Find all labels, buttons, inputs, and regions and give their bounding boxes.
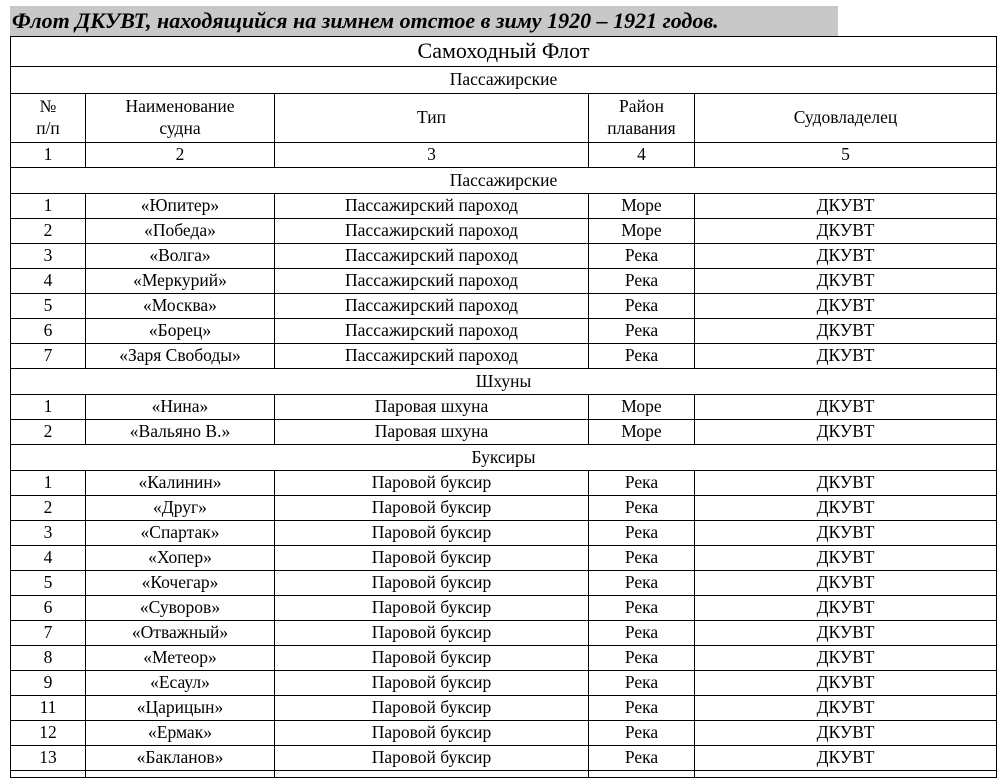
column-header-number: № п/п — [11, 94, 86, 143]
table-row — [11, 596, 997, 621]
cell-owner: ДКУВТ — [695, 696, 997, 721]
cell-number: 12 — [11, 721, 86, 746]
cell-owner: ДКУВТ — [695, 721, 997, 746]
cell-area: Река — [589, 621, 695, 646]
table-row — [11, 471, 997, 496]
table-caption-row — [11, 37, 997, 67]
group-header-row — [11, 67, 997, 94]
cell-owner: ДКУВТ — [695, 294, 997, 319]
cell-vessel-name: «Волга» — [86, 244, 275, 269]
cell-area: Река — [589, 496, 695, 521]
cell-type: Паровая шхуна — [275, 420, 589, 445]
column-header-row — [11, 94, 997, 143]
cell-vessel-name: «Вальяно В.» — [86, 420, 275, 445]
table-row — [11, 571, 997, 596]
cell-owner: ДКУВТ — [695, 596, 997, 621]
cell-owner: ДКУВТ — [695, 395, 997, 420]
cell-number: 4 — [11, 546, 86, 571]
cell-type: Пассажирский пароход — [275, 244, 589, 269]
cell-type: Паровой буксир — [275, 596, 589, 621]
cell-empty — [589, 771, 695, 778]
cell-owner: ДКУВТ — [695, 746, 997, 771]
cell-number: 1 — [11, 471, 86, 496]
cell-area: Река — [589, 244, 695, 269]
cell-number: 1 — [11, 194, 86, 219]
cell-area: Река — [589, 269, 695, 294]
column-number-row — [11, 143, 997, 168]
cell-type: Паровой буксир — [275, 521, 589, 546]
cell-area: Река — [589, 294, 695, 319]
cell-owner: ДКУВТ — [695, 194, 997, 219]
section-header-row — [11, 445, 997, 471]
cell-empty — [695, 771, 997, 778]
column-number: 1 — [11, 143, 86, 168]
cell-owner: ДКУВТ — [695, 671, 997, 696]
cell-number: 11 — [11, 696, 86, 721]
group-header: Пассажирские — [11, 67, 997, 94]
cell-vessel-name: «Меркурий» — [86, 269, 275, 294]
column-number: 5 — [695, 143, 997, 168]
page-title: Флот ДКУВТ, находящийся на зимнем отстое в зиму 1920 – 1921 годов. — [10, 6, 838, 36]
cell-area: Река — [589, 696, 695, 721]
cell-owner: ДКУВТ — [695, 621, 997, 646]
table-row — [11, 621, 997, 646]
cell-owner: ДКУВТ — [695, 496, 997, 521]
cell-area: Река — [589, 471, 695, 496]
cell-type: Паровой буксир — [275, 471, 589, 496]
cell-owner: ДКУВТ — [695, 420, 997, 445]
cell-number: 7 — [11, 621, 86, 646]
cell-vessel-name: «Москва» — [86, 294, 275, 319]
cell-type: Паровой буксир — [275, 496, 589, 521]
cell-number: 5 — [11, 294, 86, 319]
cell-vessel-name: «Юпитер» — [86, 194, 275, 219]
cell-vessel-name: «Заря Свободы» — [86, 344, 275, 369]
cell-type: Паровой буксир — [275, 746, 589, 771]
table-row — [11, 319, 997, 344]
table-row — [11, 646, 997, 671]
cell-number: 4 — [11, 269, 86, 294]
cell-type: Паровой буксир — [275, 646, 589, 671]
cell-type: Пассажирский пароход — [275, 219, 589, 244]
cell-number: 7 — [11, 344, 86, 369]
cell-type: Паровая шхуна — [275, 395, 589, 420]
cell-empty — [86, 771, 275, 778]
cell-number: 9 — [11, 671, 86, 696]
cell-number: 2 — [11, 420, 86, 445]
cell-owner: ДКУВТ — [695, 471, 997, 496]
cell-number: 13 — [11, 746, 86, 771]
cell-vessel-name: «Кочегар» — [86, 571, 275, 596]
cell-area: Река — [589, 571, 695, 596]
cell-owner: ДКУВТ — [695, 546, 997, 571]
cell-vessel-name: «Суворов» — [86, 596, 275, 621]
cell-owner: ДКУВТ — [695, 269, 997, 294]
cell-area: Море — [589, 395, 695, 420]
cell-area: Море — [589, 420, 695, 445]
table-row — [11, 420, 997, 445]
cell-area: Море — [589, 194, 695, 219]
cell-number: 5 — [11, 571, 86, 596]
table-row-partial — [11, 771, 997, 778]
column-number: 4 — [589, 143, 695, 168]
table-row — [11, 496, 997, 521]
cell-vessel-name: «Бакланов» — [86, 746, 275, 771]
cell-type: Пассажирский пароход — [275, 294, 589, 319]
cell-vessel-name: «Ермак» — [86, 721, 275, 746]
cell-vessel-name: «Спартак» — [86, 521, 275, 546]
cell-number: 8 — [11, 646, 86, 671]
cell-empty — [11, 771, 86, 778]
table-row — [11, 546, 997, 571]
cell-number: 6 — [11, 319, 86, 344]
cell-empty — [275, 771, 589, 778]
table-row — [11, 194, 997, 219]
cell-area: Река — [589, 746, 695, 771]
cell-vessel-name: «Калинин» — [86, 471, 275, 496]
cell-area: Река — [589, 344, 695, 369]
cell-type: Паровой буксир — [275, 546, 589, 571]
cell-area: Река — [589, 596, 695, 621]
cell-area: Река — [589, 546, 695, 571]
fleet-table — [10, 36, 997, 778]
cell-vessel-name: «Нина» — [86, 395, 275, 420]
cell-vessel-name: «Друг» — [86, 496, 275, 521]
section-title: Буксиры — [11, 445, 997, 471]
column-header-owner: Судовладелец — [695, 94, 997, 143]
cell-type: Пассажирский пароход — [275, 269, 589, 294]
cell-area: Река — [589, 319, 695, 344]
cell-area: Река — [589, 521, 695, 546]
cell-number: 2 — [11, 496, 86, 521]
table-row — [11, 269, 997, 294]
cell-area: Море — [589, 219, 695, 244]
cell-vessel-name: «Борец» — [86, 319, 275, 344]
column-header-type: Тип — [275, 94, 589, 143]
table-row — [11, 219, 997, 244]
cell-owner: ДКУВТ — [695, 319, 997, 344]
table-caption: Самоходный Флот — [11, 37, 997, 67]
table-row — [11, 294, 997, 319]
cell-vessel-name: «Отважный» — [86, 621, 275, 646]
table-row — [11, 244, 997, 269]
cell-owner: ДКУВТ — [695, 244, 997, 269]
column-header-vessel-name: Наименование судна — [86, 94, 275, 143]
cell-owner: ДКУВТ — [695, 646, 997, 671]
section-header-row — [11, 369, 997, 395]
table-row — [11, 696, 997, 721]
cell-vessel-name: «Победа» — [86, 219, 275, 244]
cell-vessel-name: «Метеор» — [86, 646, 275, 671]
cell-type: Паровой буксир — [275, 671, 589, 696]
cell-type: Пассажирский пароход — [275, 344, 589, 369]
cell-owner: ДКУВТ — [695, 521, 997, 546]
cell-type: Паровой буксир — [275, 721, 589, 746]
table-row — [11, 521, 997, 546]
table-row — [11, 671, 997, 696]
cell-area: Река — [589, 671, 695, 696]
cell-owner: ДКУВТ — [695, 571, 997, 596]
cell-type: Паровой буксир — [275, 571, 589, 596]
column-header-area: Район плавания — [589, 94, 695, 143]
cell-owner: ДКУВТ — [695, 219, 997, 244]
cell-vessel-name: «Хопер» — [86, 546, 275, 571]
cell-number: 3 — [11, 244, 86, 269]
cell-owner: ДКУВТ — [695, 344, 997, 369]
table-row — [11, 746, 997, 771]
table-row — [11, 721, 997, 746]
table-row — [11, 395, 997, 420]
cell-vessel-name: «Царицын» — [86, 696, 275, 721]
column-number: 3 — [275, 143, 589, 168]
cell-type: Паровой буксир — [275, 696, 589, 721]
cell-type: Пассажирский пароход — [275, 194, 589, 219]
section-title: Шхуны — [11, 369, 997, 395]
section-header-row — [11, 168, 997, 194]
cell-type: Пассажирский пароход — [275, 319, 589, 344]
cell-number: 2 — [11, 219, 86, 244]
section-title: Пассажирские — [11, 168, 997, 194]
cell-area: Река — [589, 646, 695, 671]
cell-number: 1 — [11, 395, 86, 420]
column-number: 2 — [86, 143, 275, 168]
cell-area: Река — [589, 721, 695, 746]
fleet-table-body — [11, 168, 997, 778]
cell-type: Паровой буксир — [275, 621, 589, 646]
cell-number: 3 — [11, 521, 86, 546]
cell-vessel-name: «Есаул» — [86, 671, 275, 696]
cell-number: 6 — [11, 596, 86, 621]
table-row — [11, 344, 997, 369]
